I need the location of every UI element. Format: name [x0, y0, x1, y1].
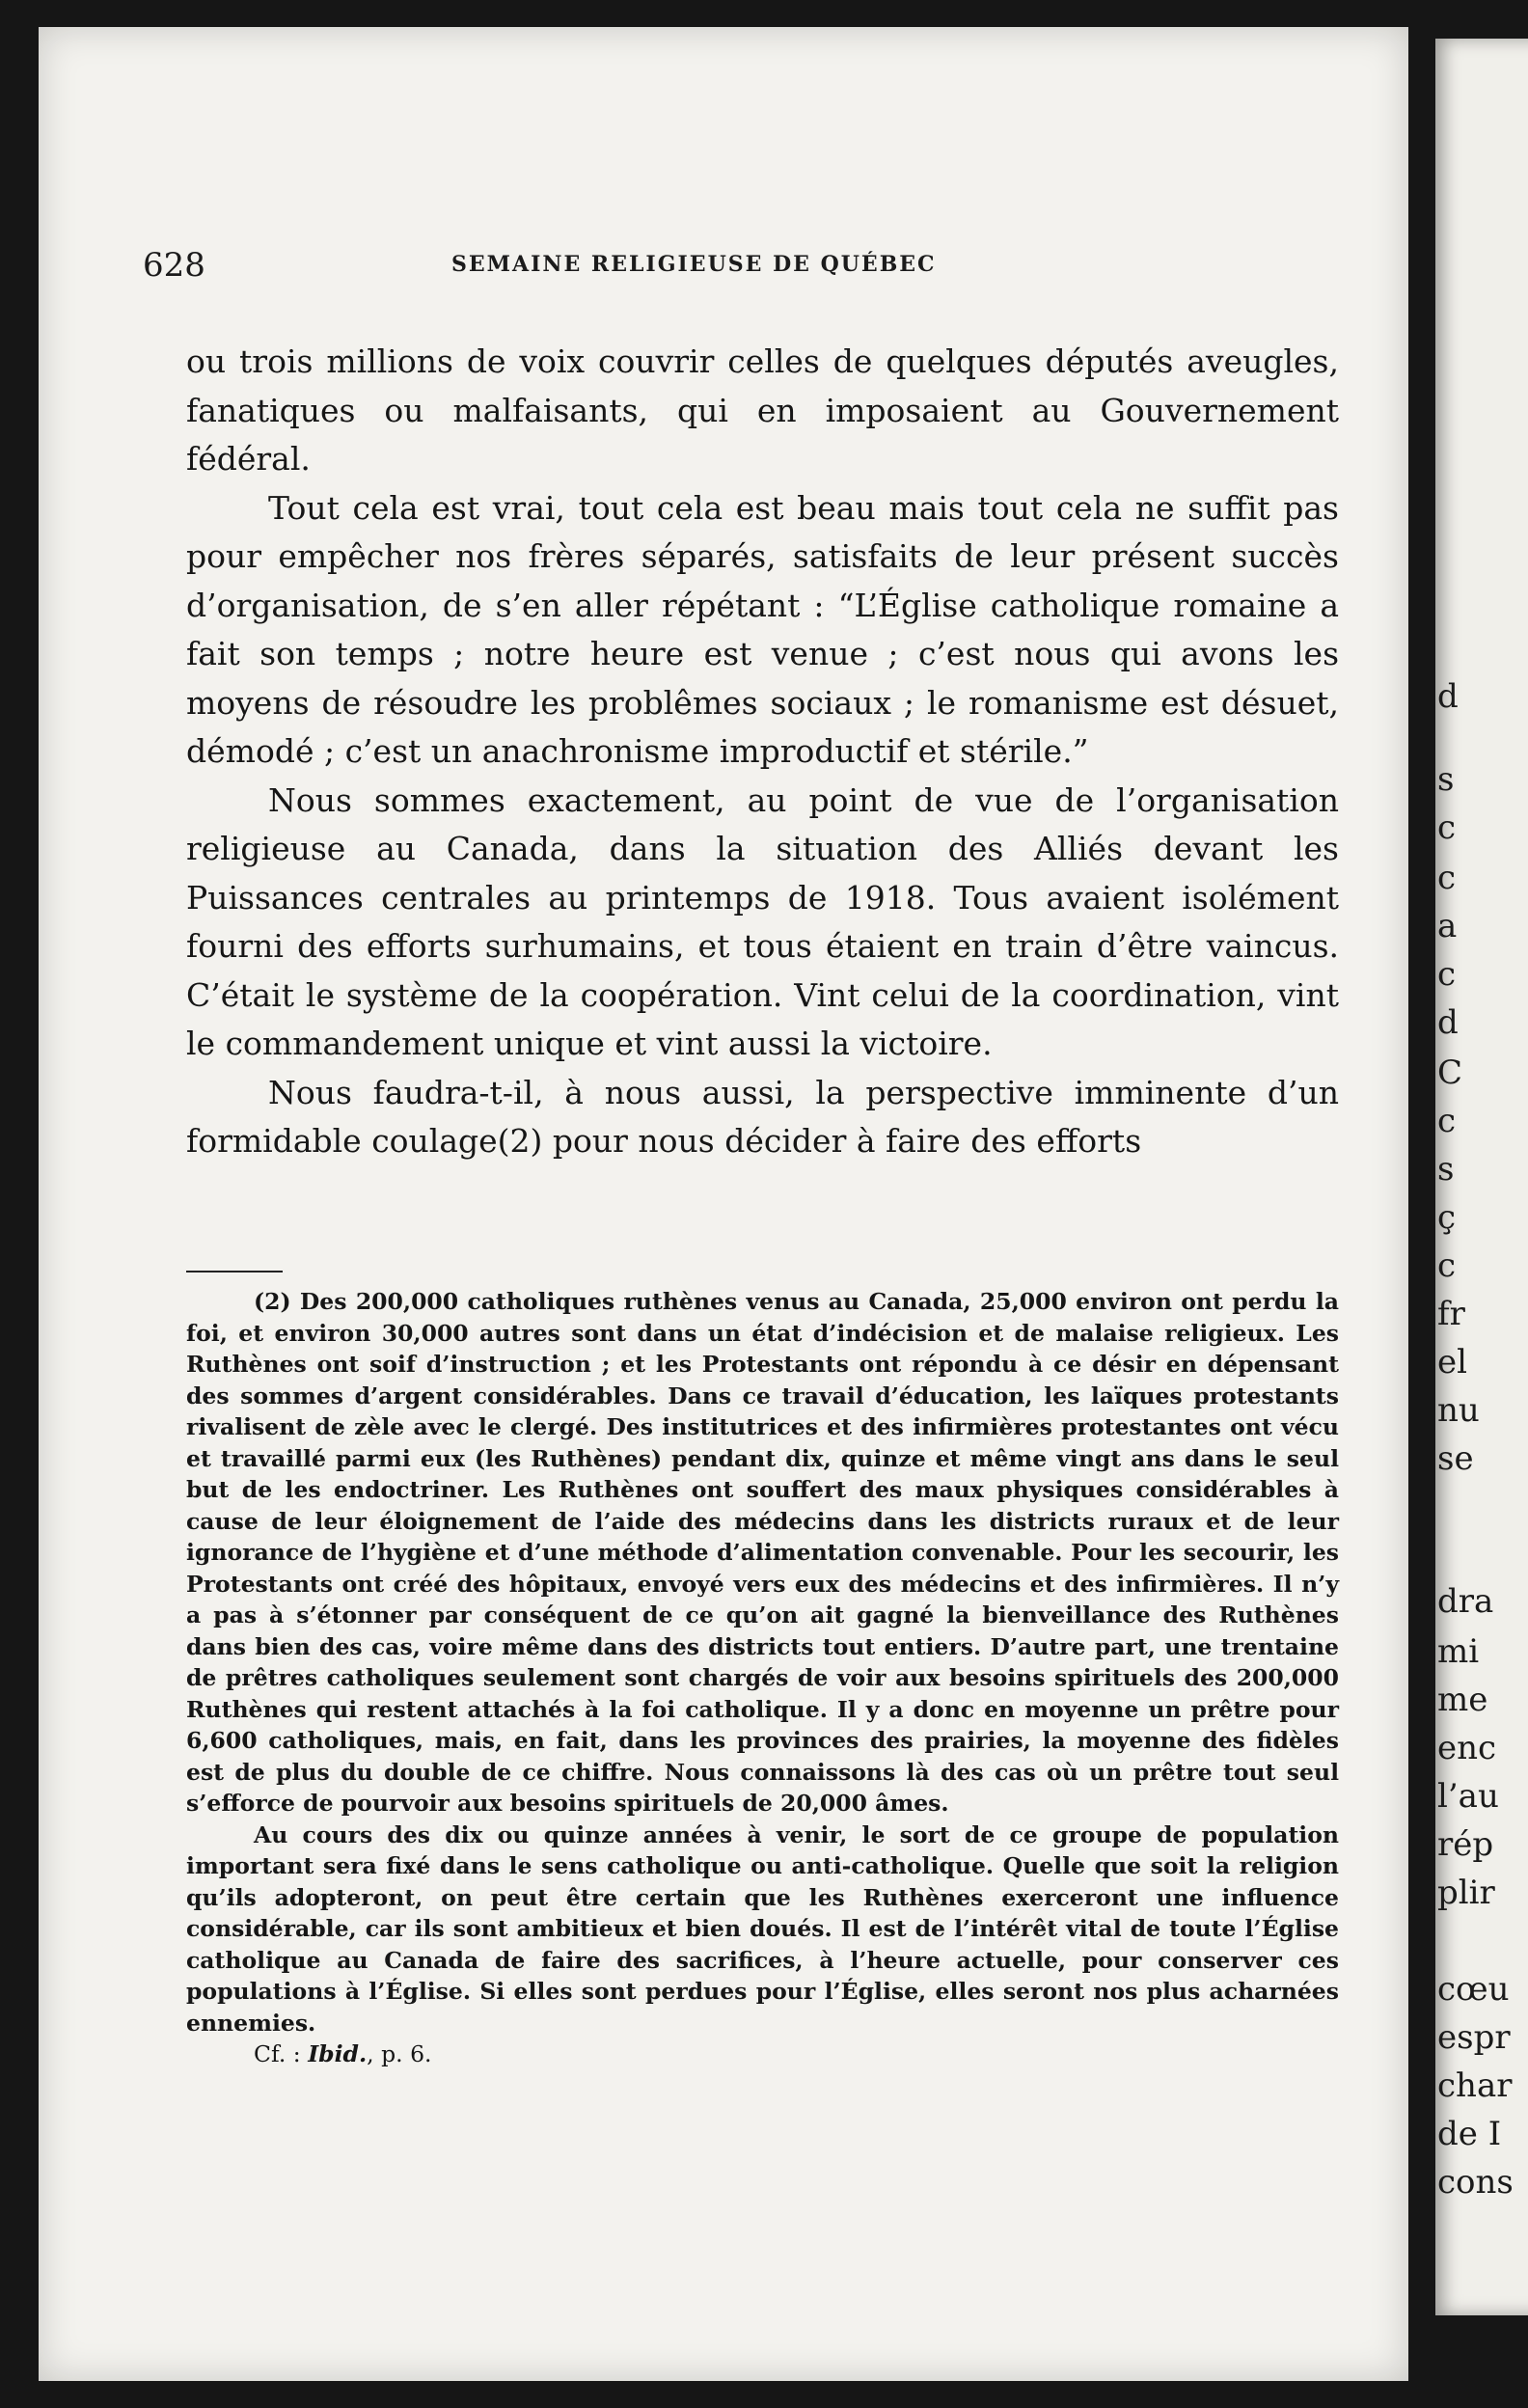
adjacent-line-fragment: d	[1437, 1003, 1459, 1042]
footnotes	[186, 1286, 1339, 2070]
adjacent-line-fragment: C	[1437, 1054, 1463, 1092]
adjacent-line-fragment: c	[1437, 955, 1457, 994]
adjacent-line-fragment: espr	[1437, 2018, 1511, 2057]
footnote-separator	[186, 1271, 283, 1272]
body-paragraph: Nous sommes exactement, au point de vue de l’organisation religieuse au Canada, dans la situation des Alliés devant les Puissances centrales au printemps de 1918. Tous avaient isolément fourni des efforts surhumains, et tous étaient en train d’être vaincus. C’était le système de la coopération. Vint celui de la coordination, vint le commandement unique et vint aussi la victoire.	[186, 780, 1339, 1062]
adjacent-line-fragment: ç	[1437, 1198, 1457, 1237]
page-number: 628	[143, 246, 205, 285]
adjacent-line-fragment: c	[1437, 1246, 1457, 1285]
adjacent-line-fragment: s	[1437, 1150, 1455, 1189]
adjacent-line-fragment: mi	[1437, 1632, 1480, 1671]
adjacent-line-fragment: fr	[1437, 1295, 1465, 1333]
running-title: SEMAINE RELIGIEUSE DE QUÉBEC	[451, 252, 937, 277]
adjacent-line-fragment: se	[1437, 1439, 1474, 1478]
citation-work: Ibid.	[308, 2040, 368, 2067]
adjacent-line-fragment: de I	[1437, 2115, 1502, 2153]
adjacent-line-fragment: enc	[1437, 1729, 1497, 1767]
adjacent-line-fragment: c	[1437, 808, 1457, 847]
citation-page: , p. 6.	[367, 2040, 432, 2067]
footnote-paragraph: Au cours des dix ou quinze années à venir, le sort de ce groupe de population important sera fixé dans le sens catholique ou anti-catholique. Quelle que soit la religion qu’ils adopteront, on peut être certain que les Ruthènes exerceront une influence considérable, car ils sont ambitieux et bien doués. Il est de l’intérêt vital de toute l’Église catholique au Canada de faire des sacrifices, à l’heure actuelle, pour conserver ces populations à l’Église. Si elles sont perdues pour l’Église, elles seront nos plus acharnées ennemies.	[186, 1820, 1339, 2037]
adjacent-line-fragment: l’au	[1437, 1777, 1499, 1816]
adjacent-page-edge	[1435, 39, 1528, 2315]
adjacent-line-fragment: cons	[1437, 2163, 1514, 2202]
adjacent-line-fragment: d	[1437, 677, 1459, 716]
page-header	[143, 246, 1046, 294]
body-paragraph: Nous faudra-t-il, à nous aussi, la perspective imminente d’un formidable coulage(2) pour nous décider à faire des efforts	[186, 1073, 1339, 1160]
footnote-citation	[186, 2039, 1339, 2070]
adjacent-line-fragment: dra	[1437, 1582, 1494, 1621]
body-text	[186, 338, 1339, 1166]
footnote-paragraph: (2) Des 200,000 catholiques ruthènes venus au Canada, 25,000 environ ont perdu la foi, et environ 30,000 autres sont dans un état d’indécision et de malaise religieux. Les Ruthènes ont soif d’instruction ; et les Protestants ont répondu à ce désir en dépensant des sommes d’argent considérables. Dans ce travail d’éducation, les laïques protestants rivalisent de zèle avec le clergé. Des institutrices et des infirmières protestantes ont vécu et travaillé parmi eux (les Ruthènes) pendant dix, quinze et même vingt ans dans le seul but de les endoctriner. Les Ruthènes ont souffert des maux physiques considérables à cause de leur éloignement de l’aide des médecins dans les districts ruraux et de leur ignorance de l’hygiène et d’une méthode d’alimentation convenable. Pour les secourir, les Protestants ont créé des hôpitaux, envoyé vers eux des médecins et des infirmières. Il n’y a pas à s’étonner par conséquent de ce qu’on ait gagné la bienveillance des Ruthènes dans bien des cas, voire même dans des districts tout entiers. D’autre part, une trentaine de prêtres catholiques seulement sont chargés de voir aux besoins spirituels des 200,000 Ruthènes qui restent attachés à la foi catholique. Il y a donc en moyenne un prêtre pour 6,600 catholiques, mais, en fait, dans les provinces des prairies, la moyenne des fidèles est de plus du double de ce chiffre. Nous connaissons là des cas où un prêtre tout seul s’efforce de pourvoir aux besoins spirituels de 20,000 âmes.	[186, 1288, 1339, 1817]
citation-prefix: Cf. :	[254, 2040, 301, 2067]
adjacent-line-fragment: char	[1437, 2066, 1513, 2105]
adjacent-line-fragment: me	[1437, 1681, 1488, 1719]
adjacent-line-fragment: el	[1437, 1343, 1467, 1382]
adjacent-line-fragment: rép	[1437, 1825, 1494, 1864]
body-paragraph: ou trois millions de voix couvrir celles de quelques députés aveugles, fanatiques ou malfaisants, qui en imposaient au Gouvernement fédéral.	[186, 342, 1339, 478]
adjacent-line-fragment: c	[1437, 859, 1457, 897]
adjacent-line-fragment: a	[1437, 907, 1458, 945]
adjacent-line-fragment: c	[1437, 1102, 1457, 1140]
adjacent-line-fragment: s	[1437, 760, 1455, 799]
adjacent-line-fragment: cœu	[1437, 1970, 1510, 2009]
adjacent-line-fragment: nu	[1437, 1391, 1480, 1430]
adjacent-line-fragment: plir	[1437, 1874, 1495, 1912]
body-paragraph: Tout cela est vrai, tout cela est beau mais tout cela ne suffit pas pour empêcher nos frères séparés, satisfaits de leur présent succès d’organisation, de s’en aller répétant : “L’Église catholique romaine a fait son temps ; notre heure est venue ; c’est nous qui avons les moyens de résoudre les problêmes sociaux ; le romanisme est désuet, démodé ; c’est un anachronisme improductif et stérile.”	[186, 488, 1339, 770]
